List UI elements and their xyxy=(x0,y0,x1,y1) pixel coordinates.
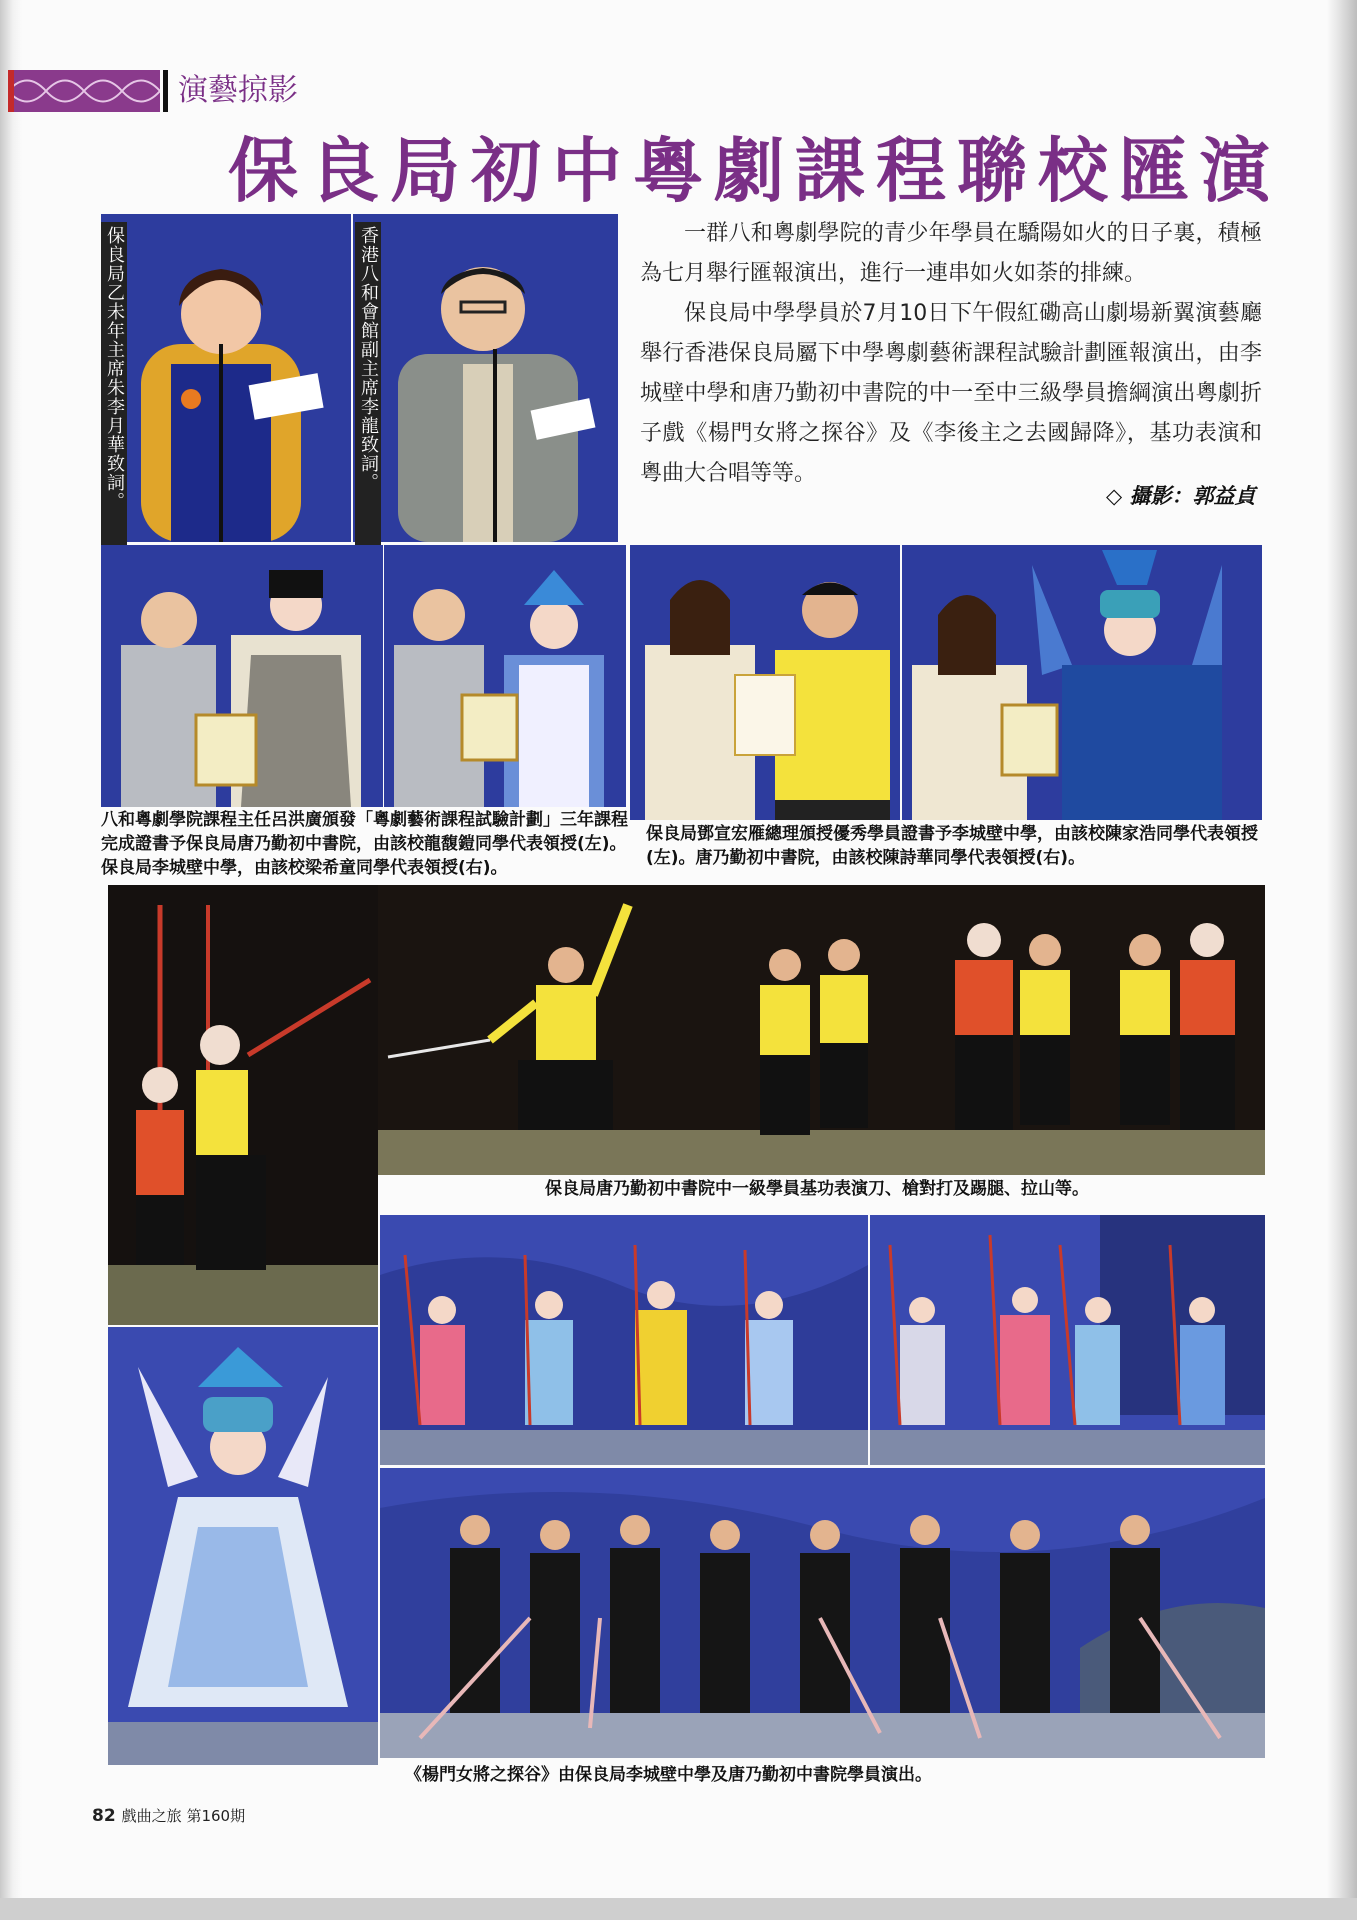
photo-certificate-3 xyxy=(630,545,900,820)
caption-certificates-left: 八和粵劇學院課程主任呂洪廣頒發「粵劇藝術課程試驗計劃」三年課程完成證書予保良局唐乃勤初中書院，由該校龍馥鎧同學代表領授(左)。保良局李城壁中學，由該校梁希童同學代表領授(右)。 xyxy=(101,810,628,878)
photo-certificate-2 xyxy=(384,545,626,807)
photo-opera-soldiers-line xyxy=(380,1468,1265,1758)
caption-photo1: 保良局乙未年主席朱李月華致詞。 xyxy=(101,222,127,550)
photo-opera-four-generals xyxy=(380,1215,868,1465)
photo-sword-stance xyxy=(378,885,680,1175)
photo-certificate-1 xyxy=(101,545,383,807)
photo-group-basic-skills xyxy=(680,885,1265,1175)
caption-opera: 《楊門女將之探谷》由保良局李城壁中學及唐乃勤初中書院學員演出。 xyxy=(405,1765,932,1785)
section-label: 演藝掠影 xyxy=(178,73,298,108)
photo-vice-chairman-speech xyxy=(353,214,618,542)
page-number: 82 xyxy=(92,1806,116,1826)
caption-skills: 保良局唐乃勤初中書院中一級學員基功表演刀、槍對打及踢腿、拉山等。 xyxy=(545,1179,1089,1199)
binding-spine xyxy=(0,0,22,1920)
magazine-issue: 戲曲之旅 第160期 xyxy=(121,1807,246,1825)
page-footer xyxy=(92,1805,245,1826)
caption-photo2: 香港八和會館副主席李龍致詞。 xyxy=(355,222,381,550)
photo-chairwoman-speech xyxy=(101,214,351,542)
intro-paragraph-2: 保良局中學學員於7月10日下午假紅磡高山劇場新翼演藝廳舉行香港保良局屬下中學粵劇藝術課程試驗計劃匯報演出，由李城壁中學和唐乃勤初中書院的中一至中三級學員擔綱演出粵劇折子戲《楊門女將之探谷》及《李後主之去國歸降》，基功表演和粵曲大合唱等等。 xyxy=(640,301,1262,486)
caption-certificates-right: 保良局鄧宣宏雁總理頒授優秀學員證書予李城壁中學，由該校陳家浩同學代表領授(左)。唐乃勤初中書院，由該校陳詩華同學代表領授(右)。 xyxy=(646,824,1258,868)
photo-credit: ◇ 攝影：郭益貞 xyxy=(1106,484,1256,508)
photo-certificate-4 xyxy=(902,545,1262,820)
article-intro xyxy=(640,214,1262,494)
section-divider-mark xyxy=(163,70,168,112)
photo-opera-generals-spears xyxy=(870,1215,1265,1465)
photo-opera-general-solo xyxy=(108,1327,378,1765)
scan-bottom-edge xyxy=(0,1898,1357,1920)
section-pattern-bar xyxy=(8,70,160,112)
page-edge-shadow xyxy=(1327,0,1357,1920)
photo-spear-fight xyxy=(108,885,378,1325)
intro-paragraph-1: 一群八和粵劇學院的青少年學員在驕陽如火的日子裏，積極為七月舉行匯報演出，進行一連串如火如荼的排練。 xyxy=(640,221,1262,286)
article-title: 保良局初中粵劇課程聯校匯演 xyxy=(228,129,1281,212)
